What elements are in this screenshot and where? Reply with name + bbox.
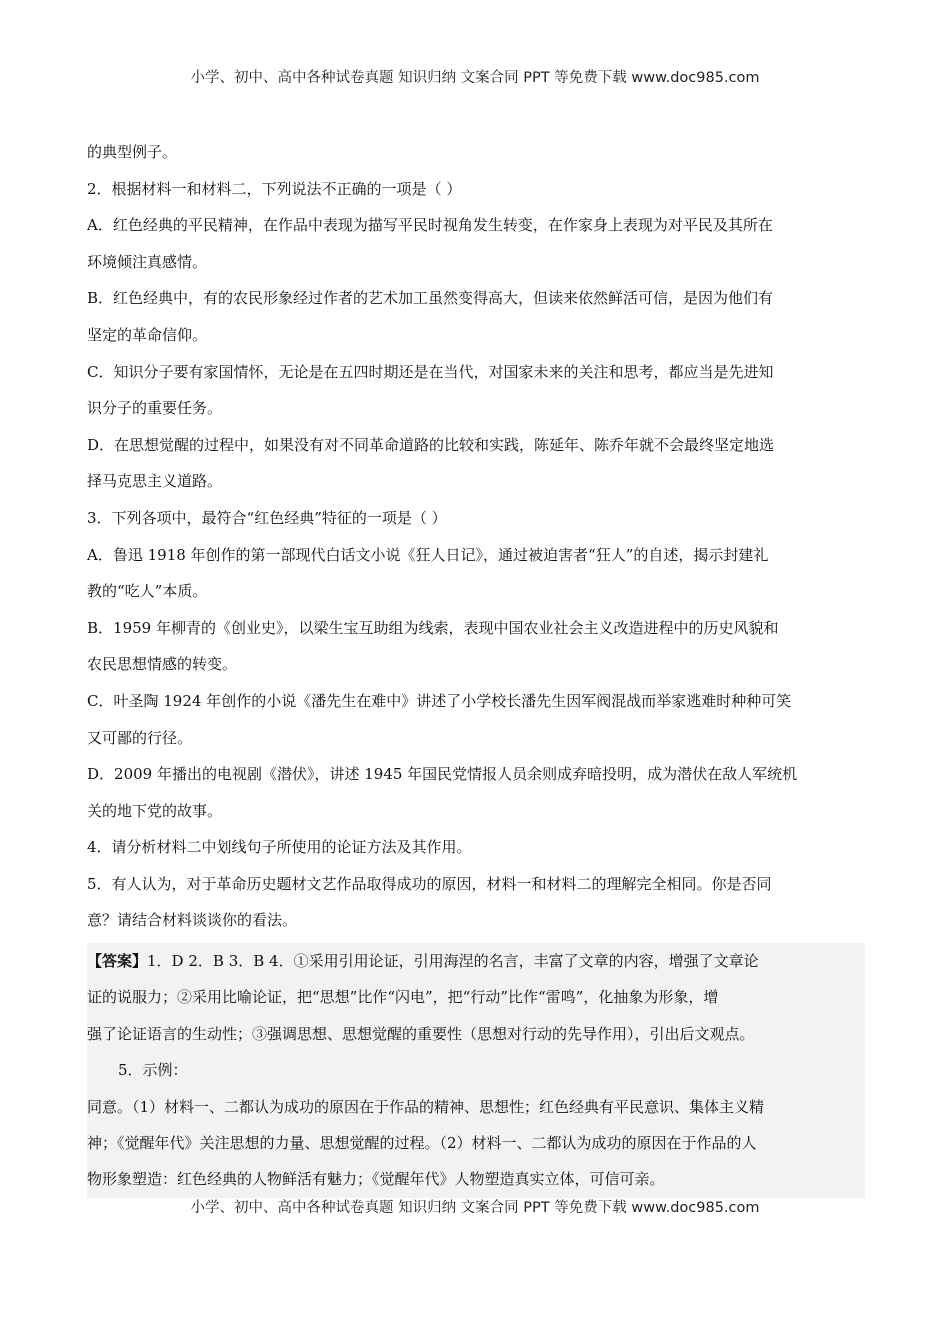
answer-line: 神；《觉醒年代》关注思想的力量、思想觉醒的过程。（2）材料一、二都认为成功的原因在于作品的人 — [87, 1134, 757, 1153]
option-2a-cont: 环境倾注真感情。 — [87, 252, 208, 271]
option-3b: B．1959 年柳青的《创业史》，以梁生宝互助组为线索，表现中国农业社会主义改造进程中的历史风貌和 — [87, 618, 779, 637]
option-3a: A．鲁迅 1918 年创作的第一部现代白话文小说《狂人日记》，通过被迫害者“狂人”的自述，揭示封建礼 — [87, 545, 769, 564]
question-2: 2．根据材料一和材料二，下列说法不正确的一项是（ ） — [87, 179, 462, 198]
question-4: 4．请分析材料二中划线句子所使用的论证方法及其作用。 — [87, 838, 472, 857]
document-body — [87, 134, 865, 1198]
answer-section — [87, 943, 865, 1198]
option-2c: C．知识分子要有家国情怀，无论是在五四时期还是在当代，对国家未来的关注和思考，都应当是先进知 — [87, 362, 774, 381]
answer-line: 同意。（1）材料一、二都认为成功的原因在于作品的精神、思想性；红色经典有平民意识、集体主义精 — [87, 1097, 765, 1116]
option-2b-cont: 坚定的革命信仰。 — [87, 325, 208, 344]
question-5-cont: 意？请结合材料谈谈你的看法。 — [87, 911, 298, 930]
answer-label: 【答案】 — [87, 952, 148, 971]
question-5: 5．有人认为，对于革命历史题材文艺作品取得成功的原因，材料一和材料二的理解完全相同。你是否同 — [87, 874, 772, 893]
option-2c-cont: 识分子的重要任务。 — [87, 399, 223, 418]
option-2b: B．红色经典中，有的农民形象经过作者的艺术加工虽然变得高大，但读来依然鲜活可信，是因为他们有 — [87, 289, 774, 308]
option-3b-cont: 农民思想情感的转变。 — [87, 655, 238, 674]
option-3c: C．叶圣陶 1924 年创作的小说《潘先生在难中》讲述了小学校长潘先生因军阀混战而举家逃难时种种可笑 — [87, 691, 792, 710]
text-line: 的典型例子。 — [87, 143, 178, 161]
answer-line — [87, 943, 865, 979]
option-3a-cont: 教的“吃人”本质。 — [87, 582, 208, 601]
option-2a: A．红色经典的平民精神，在作品中表现为描写平民时视角发生转变，在作家身上表现为对平民及其所在 — [87, 216, 773, 235]
answer-line: 物形象塑造：红色经典的人物鲜活有魅力；《觉醒年代》人物塑造真实立体，可信可亲。 — [87, 1170, 665, 1189]
option-3c-cont: 又可鄙的行径。 — [87, 728, 193, 747]
option-2d-cont: 择马克思主义道路。 — [87, 472, 223, 491]
answer-line: 证的说服力；②采用比喻论证，把“思想”比作“闪电”，把“行动”比作“雷鸣”，化抽象为形象，增 — [87, 988, 719, 1007]
page-footer: 小学、初中、高中各种试卷真题 知识归纳 文案合同 PPT 等免费下载 www.doc985.com — [190, 1200, 760, 1216]
answer-line: 强了论证语言的生动性；③强调思想、思想觉醒的重要性（思想对行动的先导作用），引出后文观点。 — [87, 1024, 755, 1043]
option-3d: D．2009 年播出的电视剧《潜伏》，讲述 1945 年国民党情报人员余则成弃暗投明，成为潜伏在敌人军统机 — [87, 765, 798, 784]
answer-text: 1．D 2．B 3．B 4．①采用引用论证，引用海涅的名言，丰富了文章的内容，增强了文章论 — [147, 952, 759, 971]
question-3: 3．下列各项中，最符合“红色经典”特征的一项是（ ） — [87, 508, 447, 527]
page-header: 小学、初中、高中各种试卷真题 知识归纳 文案合同 PPT 等免费下载 www.doc985.com — [190, 70, 760, 86]
answer-example-heading: 5．示例： — [118, 1061, 188, 1080]
option-3d-cont: 关的地下党的故事。 — [87, 801, 223, 820]
option-2d: D．在思想觉醒的过程中，如果没有对不同革命道路的比较和实践，陈延年、陈乔年就不会最终坚定地选 — [87, 435, 775, 454]
